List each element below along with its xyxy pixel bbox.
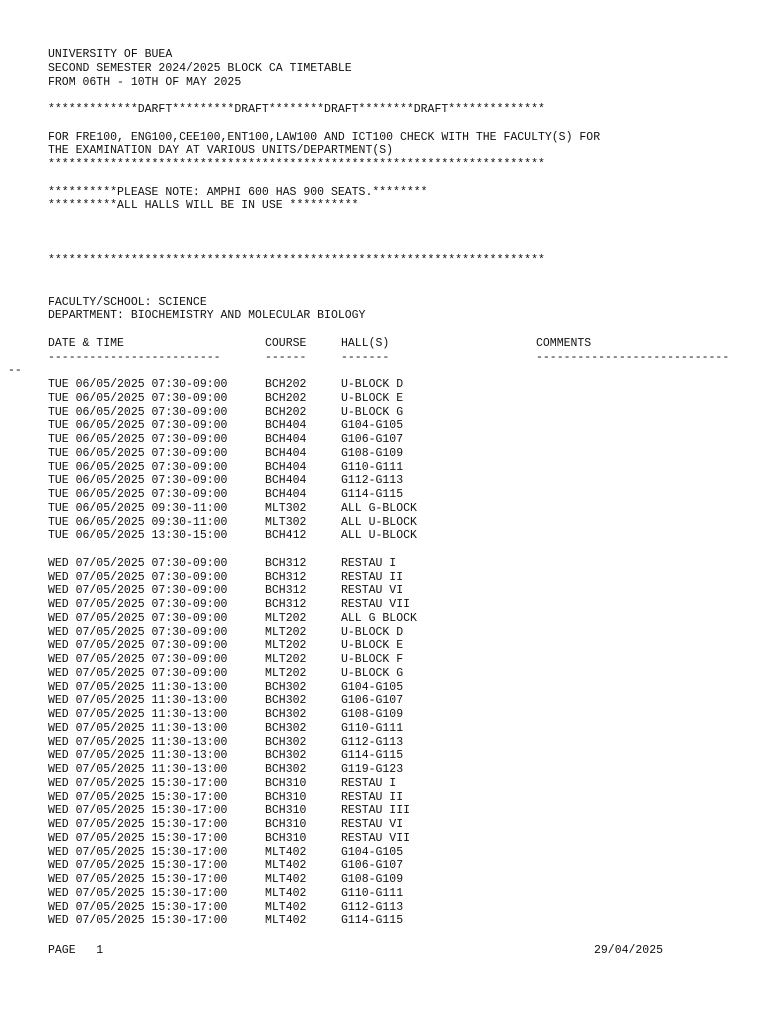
cell-course: BCH404 bbox=[265, 446, 307, 460]
cell-date-time: WED 07/05/2025 15:30-17:00 bbox=[48, 873, 228, 886]
cell-hall: U-BLOCK G bbox=[341, 405, 404, 419]
cell-hall: RESTAU VII bbox=[341, 831, 411, 845]
cell-course: BCH404 bbox=[265, 474, 307, 488]
cell-hall: RESTAU II bbox=[341, 790, 404, 804]
header-date-time: DATE & TIME bbox=[48, 336, 124, 350]
cell-course: BCH404 bbox=[265, 419, 307, 433]
rule-date-time: ------------------------- bbox=[48, 350, 221, 364]
cell-date-time: WED 07/05/2025 11:30-13:00 bbox=[48, 721, 228, 735]
cell-date-time: WED 07/05/2025 15:30-17:00 bbox=[48, 818, 228, 831]
table-row bbox=[0, 392, 768, 406]
cell-date-time: TUE 06/05/2025 13:30-15:00 bbox=[48, 529, 228, 543]
cell-course: BCH310 bbox=[265, 790, 307, 804]
cell-course: MLT402 bbox=[265, 859, 307, 873]
cell-hall: G106-G107 bbox=[341, 859, 404, 873]
column-headers bbox=[0, 337, 768, 351]
table-row bbox=[0, 488, 768, 502]
table-row bbox=[0, 626, 768, 640]
cell-date-time: WED 07/05/2025 15:30-17:00 bbox=[48, 900, 228, 914]
table-row bbox=[0, 722, 768, 736]
cell-date-time: TUE 06/05/2025 07:30-09:00 bbox=[48, 433, 228, 446]
cell-course: MLT402 bbox=[265, 845, 307, 859]
cell-hall: G114-G115 bbox=[341, 488, 404, 501]
cell-date-time: WED 07/05/2025 07:30-09:00 bbox=[48, 556, 228, 570]
cell-course: BCH202 bbox=[265, 391, 307, 405]
cell-date-time: WED 07/05/2025 07:30-09:00 bbox=[48, 570, 228, 584]
table-row bbox=[0, 474, 768, 488]
cell-hall: G108-G109 bbox=[341, 873, 404, 886]
cell-course: BCH310 bbox=[265, 831, 307, 845]
cell-course: BCH310 bbox=[265, 776, 307, 790]
star-separator: ************************************************************************ bbox=[48, 254, 545, 268]
cell-hall: G112-G113 bbox=[341, 900, 404, 914]
faculty-check-note-line2: THE EXAMINATION DAY AT VARIOUS UNITS/DEPARTMENT(S) bbox=[48, 144, 394, 158]
cell-course: MLT202 bbox=[265, 625, 307, 639]
cell-hall: G110-G111 bbox=[341, 721, 404, 735]
cell-course: MLT402 bbox=[265, 900, 307, 914]
cell-hall: G114-G115 bbox=[341, 749, 404, 763]
table-row bbox=[0, 777, 768, 791]
cell-date-time: WED 07/05/2025 11:30-13:00 bbox=[48, 749, 228, 763]
table-row bbox=[0, 653, 768, 667]
cell-hall: RESTAU I bbox=[341, 556, 397, 570]
cell-course: BCH412 bbox=[265, 529, 307, 543]
cell-course: MLT402 bbox=[265, 886, 307, 900]
halls-note: **********ALL HALLS WILL BE IN USE ********** bbox=[48, 199, 359, 213]
cell-course: BCH310 bbox=[265, 804, 307, 818]
cell-course: BCH202 bbox=[265, 405, 307, 419]
table-row bbox=[0, 859, 768, 873]
table-row bbox=[0, 529, 768, 543]
cell-course: MLT202 bbox=[265, 611, 307, 625]
table-row bbox=[0, 763, 768, 777]
table-row bbox=[0, 791, 768, 805]
cell-course: BCH310 bbox=[265, 818, 307, 831]
table-row bbox=[0, 749, 768, 763]
cell-date-time: WED 07/05/2025 15:30-17:00 bbox=[48, 845, 228, 859]
cell-date-time: WED 07/05/2025 15:30-17:00 bbox=[48, 804, 228, 818]
table-row bbox=[0, 873, 768, 887]
header-halls: HALL(S) bbox=[341, 336, 390, 350]
cell-course: BCH404 bbox=[265, 460, 307, 474]
timetable-title: SECOND SEMESTER 2024/2025 BLOCK CA TIMETABLE bbox=[48, 61, 352, 75]
cell-hall: RESTAU VII bbox=[341, 598, 411, 611]
cell-course: BCH302 bbox=[265, 749, 307, 763]
cell-course: BCH302 bbox=[265, 708, 307, 721]
table-row bbox=[0, 419, 768, 433]
table-row bbox=[0, 708, 768, 722]
header-comments: COMMENTS bbox=[536, 336, 592, 350]
cell-hall: G108-G109 bbox=[341, 708, 404, 721]
cell-date-time: TUE 06/05/2025 07:30-09:00 bbox=[48, 446, 228, 460]
cell-course: BCH404 bbox=[265, 488, 307, 501]
table-row bbox=[0, 557, 768, 571]
rule-course: ------ bbox=[265, 350, 307, 364]
table-row bbox=[0, 378, 768, 392]
department-label: DEPARTMENT: BIOCHEMISTRY AND MOLECULAR BIOLOGY bbox=[48, 309, 366, 323]
cell-hall: U-BLOCK E bbox=[341, 639, 404, 653]
table-row bbox=[0, 516, 768, 530]
cell-date-time: WED 07/05/2025 07:30-09:00 bbox=[48, 584, 228, 598]
cell-date-time: TUE 06/05/2025 07:30-09:00 bbox=[48, 405, 228, 419]
cell-hall: G108-G109 bbox=[341, 446, 404, 460]
cell-hall: ALL U-BLOCK bbox=[341, 529, 417, 543]
cell-course: BCH312 bbox=[265, 584, 307, 598]
cell-hall: RESTAU VI bbox=[341, 818, 404, 831]
cell-date-time: TUE 06/05/2025 09:30-11:00 bbox=[48, 515, 228, 529]
table-row bbox=[0, 667, 768, 681]
cell-course: BCH302 bbox=[265, 694, 307, 708]
cell-hall: ALL U-BLOCK bbox=[341, 515, 417, 529]
cell-hall: G106-G107 bbox=[341, 694, 404, 708]
cell-course: BCH302 bbox=[265, 680, 307, 694]
cell-date-time: WED 07/05/2025 11:30-13:00 bbox=[48, 763, 228, 776]
cell-date-time: TUE 06/05/2025 07:30-09:00 bbox=[48, 419, 228, 433]
table-row bbox=[0, 584, 768, 598]
column-rules bbox=[0, 351, 768, 365]
table-row bbox=[0, 612, 768, 626]
cell-hall: U-BLOCK F bbox=[341, 653, 404, 666]
table-row bbox=[0, 639, 768, 653]
cell-hall: U-BLOCK D bbox=[341, 625, 404, 639]
cell-hall: ALL G-BLOCK bbox=[341, 501, 417, 515]
cell-hall: G110-G111 bbox=[341, 460, 404, 474]
faculty-label: FACULTY/SCHOOL: SCIENCE bbox=[48, 295, 207, 309]
cell-hall: G112-G113 bbox=[341, 474, 404, 488]
cell-hall: RESTAU III bbox=[341, 804, 411, 818]
cell-date-time: WED 07/05/2025 15:30-17:00 bbox=[48, 831, 228, 845]
page-number: PAGE 1 bbox=[48, 943, 104, 957]
table-row bbox=[0, 406, 768, 420]
university-name: UNIVERSITY OF BUEA bbox=[48, 48, 173, 61]
table-row bbox=[0, 818, 768, 832]
print-date: 29/04/2025 bbox=[594, 943, 664, 957]
column-rule-wrap bbox=[0, 364, 768, 378]
seats-note: **********PLEASE NOTE: AMPHI 600 HAS 900 SEATS.******** bbox=[48, 185, 428, 199]
cell-date-time: WED 07/05/2025 11:30-13:00 bbox=[48, 694, 228, 708]
cell-hall: RESTAU II bbox=[341, 570, 404, 584]
cell-date-time: WED 07/05/2025 07:30-09:00 bbox=[48, 598, 228, 611]
cell-hall: G104-G105 bbox=[341, 419, 404, 433]
cell-hall: G112-G113 bbox=[341, 735, 404, 749]
table-row bbox=[0, 694, 768, 708]
cell-course: MLT202 bbox=[265, 666, 307, 680]
header-course: COURSE bbox=[265, 336, 307, 350]
rule-comments: ---------------------------- bbox=[536, 350, 730, 364]
star-rule: ************************************************************************ bbox=[48, 158, 545, 171]
cell-date-time: WED 07/05/2025 11:30-13:00 bbox=[48, 708, 228, 721]
day-spacer bbox=[0, 543, 768, 557]
cell-course: BCH302 bbox=[265, 763, 307, 776]
table-row bbox=[0, 832, 768, 846]
cell-date-time: TUE 06/05/2025 07:30-09:00 bbox=[48, 378, 228, 391]
table-row bbox=[0, 804, 768, 818]
cell-hall: G104-G105 bbox=[341, 680, 404, 694]
cell-date-time: WED 07/05/2025 07:30-09:00 bbox=[48, 611, 228, 625]
cell-course: BCH312 bbox=[265, 598, 307, 611]
cell-hall: G106-G107 bbox=[341, 433, 404, 446]
table-row bbox=[0, 461, 768, 475]
cell-hall: U-BLOCK D bbox=[341, 378, 404, 391]
cell-date-time: TUE 06/05/2025 07:30-09:00 bbox=[48, 460, 228, 474]
cell-course: MLT302 bbox=[265, 515, 307, 529]
cell-course: BCH312 bbox=[265, 556, 307, 570]
cell-course: MLT202 bbox=[265, 653, 307, 666]
table-row bbox=[0, 736, 768, 750]
cell-date-time: TUE 06/05/2025 07:30-09:00 bbox=[48, 488, 228, 501]
cell-hall: G104-G105 bbox=[341, 845, 404, 859]
cell-date-time: WED 07/05/2025 07:30-09:00 bbox=[48, 653, 228, 666]
cell-date-time: WED 07/05/2025 15:30-17:00 bbox=[48, 914, 228, 928]
cell-date-time: WED 07/05/2025 07:30-09:00 bbox=[48, 639, 228, 653]
cell-course: MLT402 bbox=[265, 873, 307, 886]
table-row bbox=[0, 433, 768, 447]
cell-hall: RESTAU I bbox=[341, 776, 397, 790]
table-row bbox=[0, 681, 768, 695]
cell-date-time: WED 07/05/2025 15:30-17:00 bbox=[48, 886, 228, 900]
cell-date-time: WED 07/05/2025 15:30-17:00 bbox=[48, 859, 228, 873]
table-row bbox=[0, 901, 768, 915]
cell-hall: G114-G115 bbox=[341, 914, 404, 928]
rule-comments-wrap: -- bbox=[8, 364, 22, 378]
cell-course: BCH202 bbox=[265, 378, 307, 391]
draft-banner: *************DARFT*********DRAFT********DRAFT********DRAFT************** bbox=[48, 103, 545, 116]
cell-course: BCH404 bbox=[265, 433, 307, 446]
cell-course: MLT302 bbox=[265, 501, 307, 515]
cell-course: BCH302 bbox=[265, 735, 307, 749]
cell-date-time: WED 07/05/2025 15:30-17:00 bbox=[48, 790, 228, 804]
table-row bbox=[0, 571, 768, 585]
cell-hall: G119-G123 bbox=[341, 763, 404, 776]
table-row bbox=[0, 914, 768, 928]
cell-date-time: WED 07/05/2025 07:30-09:00 bbox=[48, 666, 228, 680]
cell-date-time: TUE 06/05/2025 07:30-09:00 bbox=[48, 474, 228, 488]
faculty-check-note-line1: FOR FRE100, ENG100,CEE100,ENT100,LAW100 AND ICT100 CHECK WITH THE FACULTY(S) FOR bbox=[48, 130, 601, 144]
table-row bbox=[0, 887, 768, 901]
table-row bbox=[0, 447, 768, 461]
table-row bbox=[0, 598, 768, 612]
cell-hall: ALL G BLOCK bbox=[341, 611, 417, 625]
cell-date-time: WED 07/05/2025 15:30-17:00 bbox=[48, 776, 228, 790]
table-row bbox=[0, 846, 768, 860]
table-row bbox=[0, 502, 768, 516]
cell-hall: RESTAU VI bbox=[341, 584, 404, 598]
rule-halls: ------- bbox=[341, 350, 390, 364]
cell-course: MLT402 bbox=[265, 914, 307, 928]
cell-hall: G110-G111 bbox=[341, 886, 404, 900]
cell-date-time: WED 07/05/2025 11:30-13:00 bbox=[48, 680, 228, 694]
cell-course: BCH302 bbox=[265, 721, 307, 735]
cell-course: BCH312 bbox=[265, 570, 307, 584]
cell-course: MLT202 bbox=[265, 639, 307, 653]
page-footer bbox=[0, 944, 768, 958]
cell-hall: U-BLOCK E bbox=[341, 391, 404, 405]
timetable-date-range: FROM 06TH - 10TH OF MAY 2025 bbox=[48, 75, 242, 89]
cell-date-time: TUE 06/05/2025 09:30-11:00 bbox=[48, 501, 228, 515]
cell-hall: U-BLOCK G bbox=[341, 666, 404, 680]
cell-date-time: TUE 06/05/2025 07:30-09:00 bbox=[48, 391, 228, 405]
cell-date-time: WED 07/05/2025 07:30-09:00 bbox=[48, 625, 228, 639]
cell-date-time: WED 07/05/2025 11:30-13:00 bbox=[48, 735, 228, 749]
